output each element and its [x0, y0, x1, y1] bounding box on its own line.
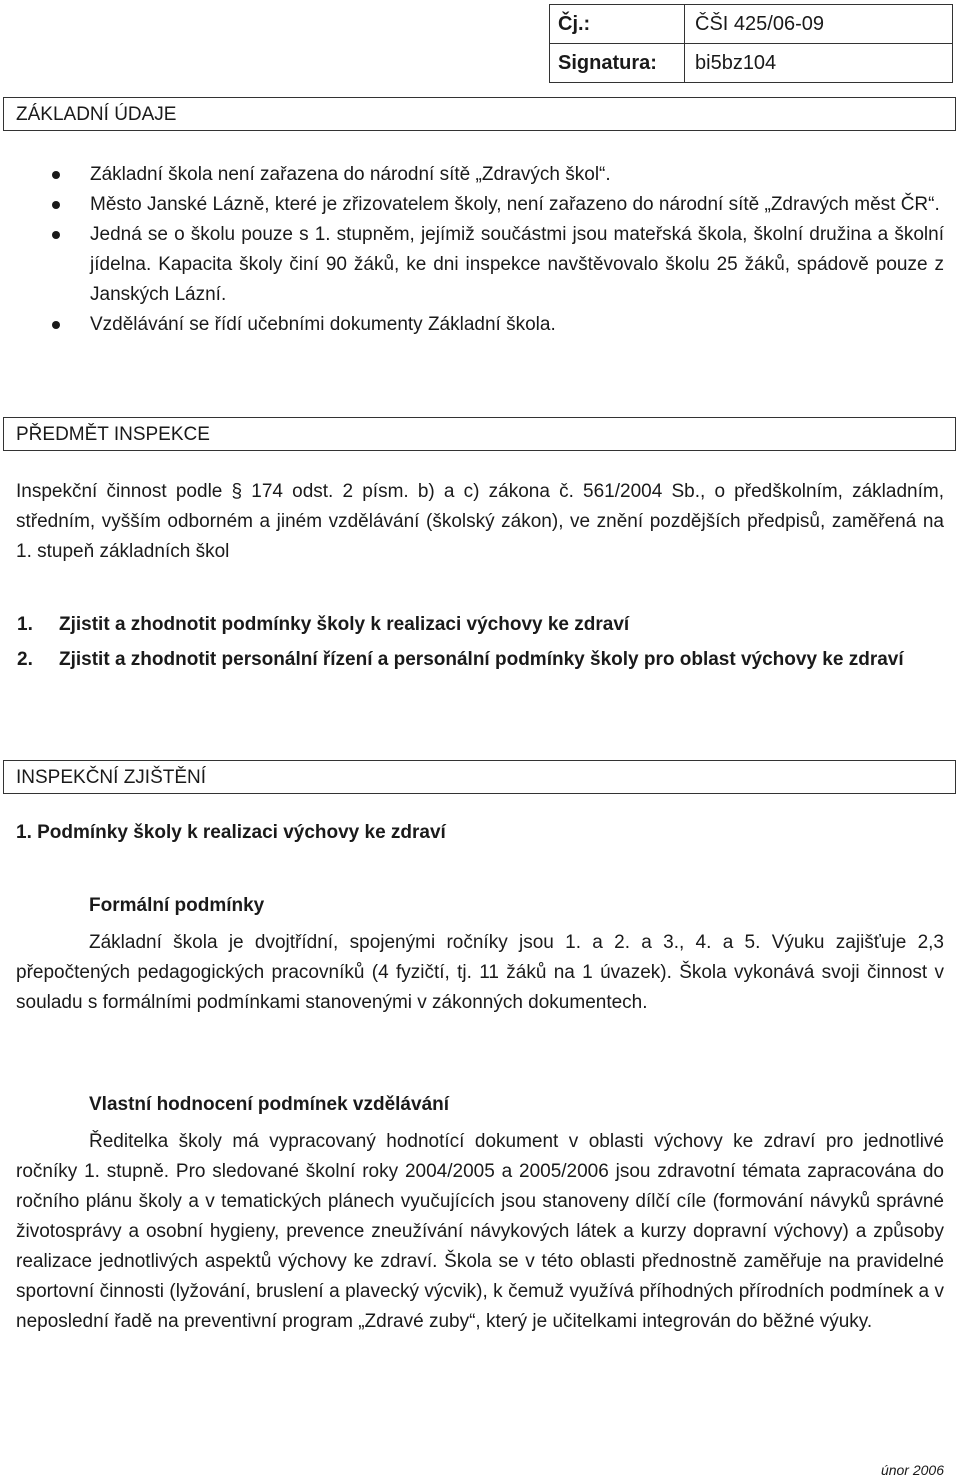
goal-item: 2. Zjistit a zhodnotit personální řízení a personální podmínky školy pro oblast výchovy ke zdraví — [17, 649, 904, 670]
section-inspekcni-zjisteni — [3, 760, 956, 794]
formal-heading: Formální podmínky — [89, 895, 265, 916]
list-item: Město Janské Lázně, které je zřizovatelem školy, není zařazeno do národní sítě „Zdravých měst ČR“. — [50, 190, 944, 220]
formal-text: Základní škola je dvojtřídní, spojenými ročníky jsou 1. a 2. a 3., 4. a 5. Výuku zajišťuje 2,3 přepočtených pedagogických pracovníků (4 fyzičtí, tj. 11 žáků na 1 úvazek). Škola vykonává svoji činnost v souladu s formálními podmínkami stanovenými v zákonných dokumentech. — [16, 932, 944, 1013]
footer-date: únor 2006 — [880, 1462, 944, 1478]
bullet-icon — [52, 231, 60, 239]
basic-info-list — [50, 160, 944, 340]
predmet-text: Inspekční činnost podle § 174 odst. 2 písm. b) a c) zákona č. 561/2004 Sb., o předškolním, základním, středním, vyšším odborném a jiném vzdělávání (školský zákon), ve znění pozdějších předpisů, zaměřená na 1. stupeň základních škol — [16, 481, 944, 562]
eval-heading: Vlastní hodnocení podmínek vzdělávání — [89, 1094, 450, 1115]
section-title: PŘEDMĚT INSPEKCE — [16, 424, 210, 445]
bullet-icon — [52, 201, 60, 209]
eval-text: Ředitelka školy má vypracovaný hodnotící dokument v oblasti výchovy ke zdraví pro jednotlivé ročníky 1. stupně. Pro sledované školní roky 2004/2005 a 2005/2006 jsou zdravotní témata zapracována do ročního plánu školy a v tematických plánech vyučujících jsou stanoveny dílčí cíle (formování návyků správné životosprávy a osobní hygieny, prevence zneužívání návykových látek a kurzy dopravní výchovy) a způsoby realizace jednotlivých aspektů výchovy ke zdraví. Škola se v této oblasti přednostně zaměřuje na pravidelné sportovní činnosti (lyžování, bruslení a plavecký výcvik), k čemuž využívá příhodných přírodních podmínek a v neposlední řadě na preventivní program „Zdravé zuby“, který je učitelkami integrován do běžné výuky. — [16, 1131, 944, 1332]
cj-label: Čj.: — [550, 5, 685, 44]
goal-item: 1. Zjistit a zhodnotit podmínky školy k realizaci výchovy ke zdraví — [17, 614, 630, 635]
findings-heading: 1. Podmínky školy k realizaci výchovy ke zdraví — [16, 822, 446, 843]
section-zakladni-udaje — [3, 97, 956, 131]
bullet-icon — [52, 321, 60, 329]
signatura-label: Signatura: — [550, 44, 685, 83]
list-item: Základní škola není zařazena do národní sítě „Zdravých škol“. — [50, 160, 944, 190]
section-predmet-inspekce — [3, 417, 956, 451]
list-item: Vzdělávání se řídí učebními dokumenty Základní škola. — [50, 310, 944, 340]
signatura-value: bi5bz104 — [685, 44, 953, 83]
section-title: INSPEKČNÍ ZJIŠTĚNÍ — [16, 767, 207, 788]
section-title: ZÁKLADNÍ ÚDAJE — [16, 104, 177, 125]
cj-value: ČŠI 425/06-09 — [685, 5, 953, 44]
goals-list — [17, 610, 947, 680]
bullet-icon — [52, 171, 60, 179]
reference-table — [549, 4, 953, 83]
list-item: Jedná se o školu pouze s 1. stupněm, jejímiž součástmi jsou mateřská škola, školní družina a školní jídelna. Kapacita školy činí 90 žáků, ke dni inspekce navštěvovalo školu 25 žáků, spádově pouze z Janských Lázní. — [50, 220, 944, 310]
